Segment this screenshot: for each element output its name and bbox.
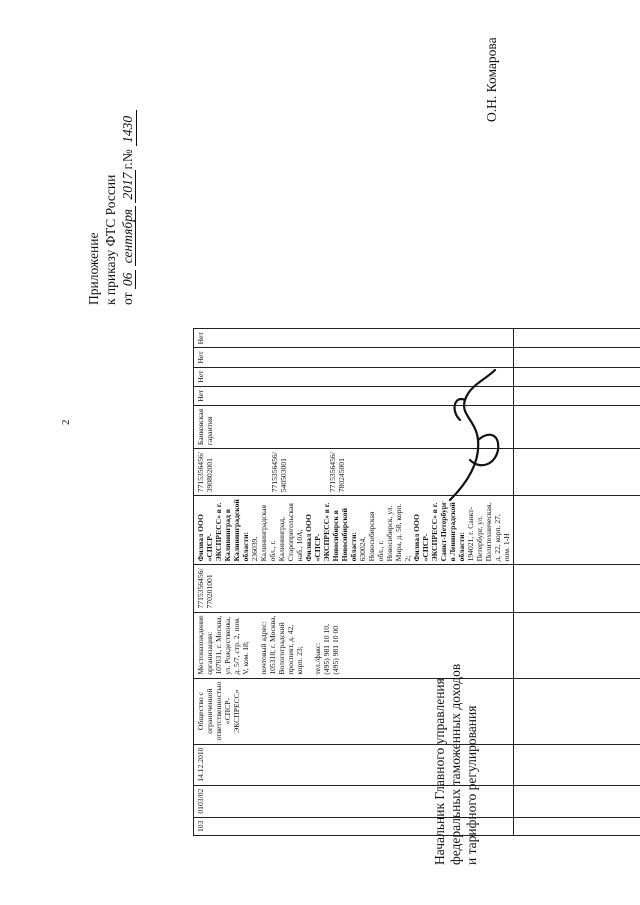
- cell-date: 14.12.2010: [194, 744, 514, 785]
- cell-num: 103: [194, 817, 514, 835]
- phones-label: тел./факс:: [313, 642, 322, 675]
- signer-post: [432, 664, 480, 865]
- phone-2: (495) 981 10 00: [331, 625, 340, 675]
- signer-post-line: федеральных таможенных доходов: [448, 663, 463, 865]
- annex-order-date: [119, 110, 137, 305]
- postal-text: 105318, г. Москва, Вологоградский проспект, д. 42, корп. 23;: [268, 615, 304, 675]
- cell-no-4: Нет: [194, 329, 514, 348]
- location-text: 107031, г. Москва, ул. Рождественка, д. 5/7, стр. 2, пом. V, ком. 18;: [214, 615, 250, 675]
- number-sign: №: [120, 149, 135, 163]
- cell-no-3: Нет: [194, 348, 514, 367]
- annex-header: [85, 110, 137, 305]
- branch-address: 630024, Новосибирская обл., г. Новосибирск, ул. Мира, д. 58, корп. 2;: [358, 503, 412, 562]
- branch-title: Филиал ООО «СПСР-ЭКСПРЕСС» в г. Новосибирск в Новосибирской области:: [304, 502, 358, 562]
- order-number: 1430: [119, 110, 137, 146]
- branch-inn: 7715356456/ 540503001: [270, 452, 288, 493]
- date-prefix: от: [120, 292, 135, 305]
- date-g: г.: [120, 162, 135, 170]
- date-day: 06: [120, 270, 136, 290]
- annex-order-ref: к приказу ФТС России: [103, 174, 118, 305]
- cell-no-2: Нет: [194, 367, 514, 386]
- date-year: 2017: [120, 170, 136, 203]
- branch-title: Филиал ООО «СПСР-ЭКСПРЕСС» в г. Калининград в Калининградской области:: [196, 499, 250, 562]
- cell-no-1: Нет: [194, 386, 514, 405]
- registry-table: [193, 328, 640, 836]
- cell-reg-number: 0103/02: [194, 785, 514, 817]
- cell-company: Общество с ограниченной ответственностью «СПСР-ЭКСПРЕСС»: [194, 678, 514, 744]
- annex-title: Приложение: [86, 232, 101, 305]
- date-month: сентября: [120, 206, 136, 266]
- signer-post-line: и тарифного регулирования: [464, 705, 479, 865]
- page-number: 2: [60, 419, 72, 425]
- branch-inn: 7715356456/ 390802001: [196, 452, 214, 493]
- location-label: Местонахождение организации:: [196, 615, 214, 675]
- cell-inn-main: 7715356456/ 770201001: [194, 565, 514, 612]
- postal-label: почтовый адрес:: [259, 621, 268, 675]
- signer-name: О.Н. Комарова: [484, 37, 499, 122]
- signer-post-line: Начальник Главного управления: [432, 678, 447, 865]
- cell-guarantee: Банковская гарантия: [194, 405, 514, 448]
- branch-title: Филиал ООО «СПСР-ЭКСПРЕСС» в г. Санкт-Петербург в Ленинградской области:: [412, 501, 466, 562]
- table-row: [514, 329, 640, 836]
- branch-address: 236039, Калининградская обл., г. Калининград, Старопрегольская наб., 10А;: [250, 503, 304, 562]
- branch-address: 194021, г. Санкт-Петербург, ул. Политехническая, д. 22, корп. 27, пом. 1-Н: [466, 502, 511, 562]
- signature-image: [440, 360, 510, 510]
- branch-inn: 7715356456/ 780245001: [328, 452, 346, 493]
- phone-1: (495) 981 10 10,: [322, 624, 331, 675]
